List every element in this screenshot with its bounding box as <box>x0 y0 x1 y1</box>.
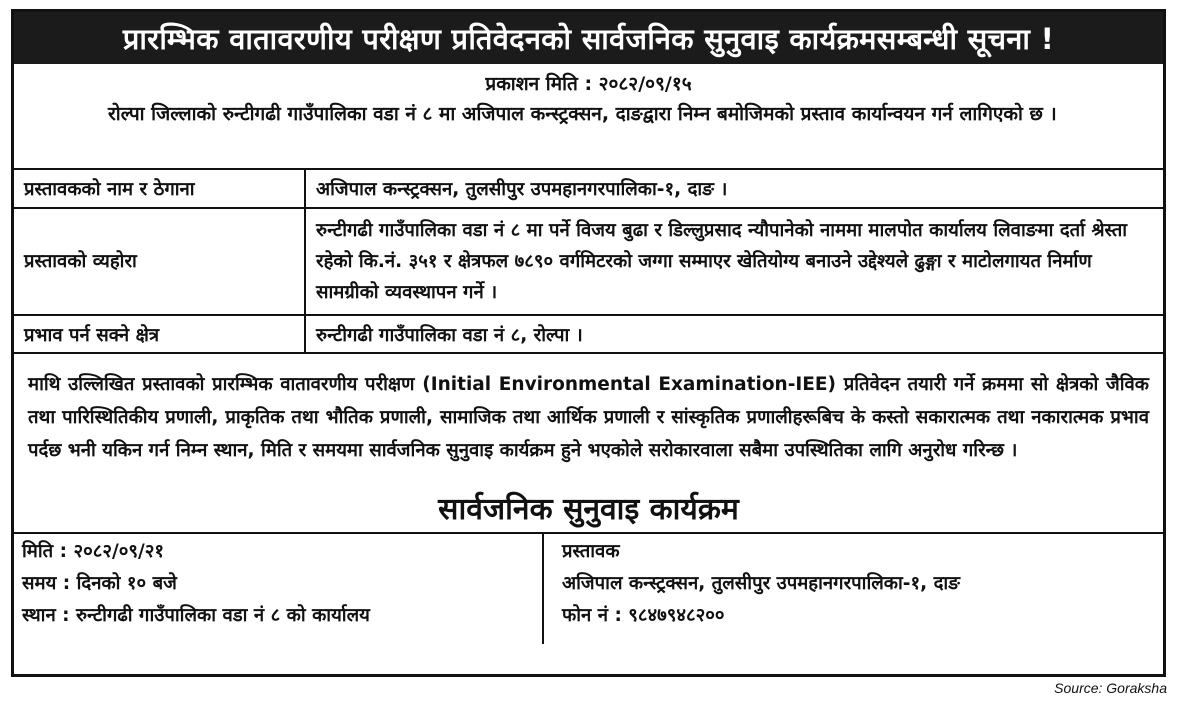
event-time: समय : दिनको १० बजे <box>22 573 177 594</box>
proponent-info <box>544 534 1163 644</box>
body-paragraph <box>14 354 1163 490</box>
program-heading: सार्वजनिक सुनुवाइ कार्यक्रम <box>14 490 1163 534</box>
notice-box <box>11 9 1166 677</box>
event-place: स्थान : रुन्टीगढी गाउँपालिका वडा नं ८ को कार्यालय <box>22 605 370 626</box>
body-text-english: (Initial Environmental Examination-IEE) <box>422 374 837 395</box>
table-row <box>14 170 1163 208</box>
proponent-label: प्रस्तावक <box>562 541 620 562</box>
row-value: अजिपाल कन्स्ट्रक्सन, तुलसीपुर उपमहानगरपालिका-१, दाङ । <box>305 170 1163 208</box>
intro-text: रोल्पा जिल्लाको रुन्टीगढी गाउँपालिका वडा नं ८ मा अजिपाल कन्स्ट्रक्सन, दाङद्वारा निम्न बमोजिमको प्रस्ताव कार्यान्वयन गर्न लागिएको छ । <box>108 103 1057 125</box>
event-details <box>14 534 1163 644</box>
row-label: प्रस्तावकको नाम र ठेगाना <box>14 170 305 208</box>
publication-date: प्रकाशन मिति : २०८२/०९/१५ <box>485 73 692 95</box>
proposal-info-table <box>14 170 1163 354</box>
row-label: प्रस्तावको व्यहोरा <box>14 208 305 315</box>
row-value: रुन्टीगढी गाउँपालिका वडा नं ८, रोल्पा । <box>305 315 1163 353</box>
row-label: प्रभाव पर्न सक्ने क्षेत्र <box>14 315 305 353</box>
proponent-phone: फोन नं : ९८४७९४८२०० <box>562 605 725 626</box>
body-text-part1: माथि उल्लिखित प्रस्तावको प्रारम्भिक वातावरणीय परीक्षण <box>28 374 415 395</box>
table-row <box>14 315 1163 353</box>
source-credit: Source: Goraksha <box>1054 680 1167 696</box>
event-date: मिति : २०८२/०९/२१ <box>22 541 164 562</box>
event-info <box>14 534 544 644</box>
table-row <box>14 208 1163 315</box>
proponent-name: अजिपाल कन्स्ट्रक्सन, तुलसीपुर उपमहानगरपालिका-१, दाङ <box>562 573 960 594</box>
row-value: रुन्टीगढी गाउँपालिका वडा नं ८ मा पर्ने विजय बुढा र डिल्लुप्रसाद न्यौपानेको नाममा मालपोत कार्यालय लिवाङमा दर्ता श्रेस्ता रहेको कि.नं. ३५१ र क्षेत्रफल ७८९० वर्गमिटरको जग्गा सम्माएर खेतियोग्य बनाउने उद्देश्यले ढुङ्गा र माटोलगायत निर्माण सामग्रीको व्यवस्थापन गर्ने । <box>305 208 1163 315</box>
intro-section <box>14 64 1163 170</box>
notice-title: प्रारम्भिक वातावरणीय परीक्षण प्रतिवेदनको सार्वजनिक सुनुवाइ कार्यक्रमसम्बन्धी सूचना ! <box>14 12 1163 64</box>
body-text-part2: प्रतिवेदन तयारी गर्ने क्रममा सो क्षेत्रको जैविक तथा पारिस्थितिकीय प्रणाली, प्राकृतिक तथा भौतिक प्रणाली, सामाजिक तथा आर्थिक प्रणाली र सांस्कृतिक प्रणालीहरूबिच के कस्तो सकारात्मक तथा नकारात्मक प्रभाव पर्दछ भनी यकिन गर्न निम्न स्थान, मिति र समयमा सार्वजनिक सुनुवाइ कार्यक्रम हुने भएकोले सरोकारवाला सबैमा उपस्थितिका लागि अनुरोध गरिन्छ । <box>28 374 1149 461</box>
